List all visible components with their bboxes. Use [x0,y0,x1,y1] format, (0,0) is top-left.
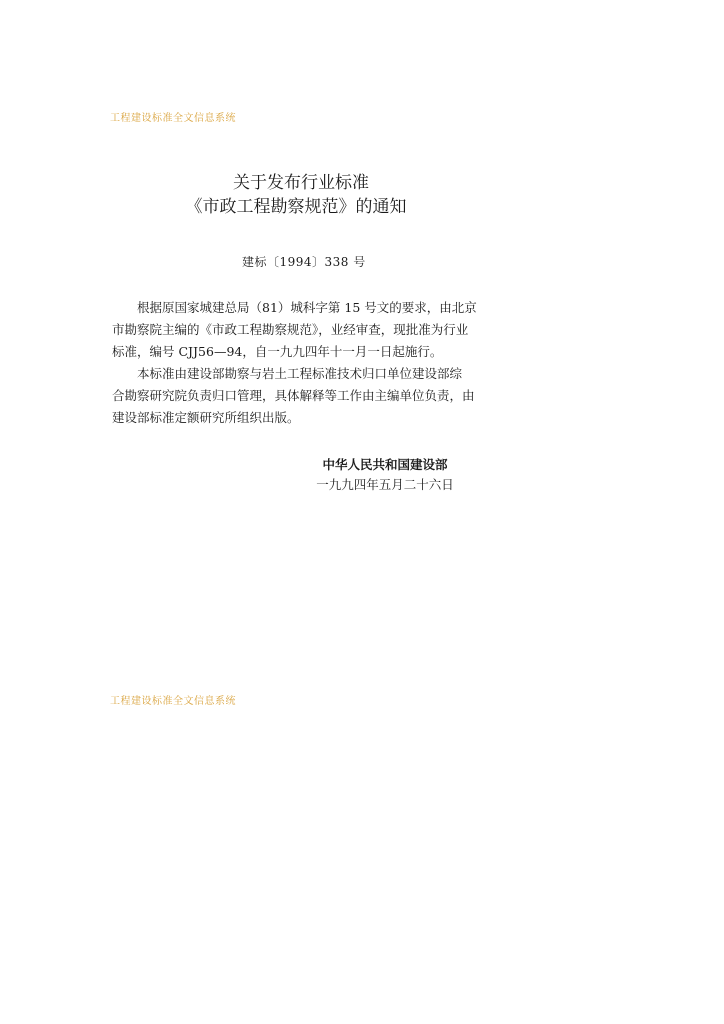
document-number: 建标〔1994〕338 号 [242,255,366,269]
watermark-top: 工程建设标准全文信息系统 [110,113,236,124]
document-title [110,171,482,219]
signature-block [310,455,460,495]
paragraph-2-line-2: 合勘察研究院负责归口管理，具体解释等工作由主编单位负责，由 [112,388,475,403]
paragraph-2-line-3: 建设部标准定额研究所组织出版。 [112,410,300,425]
title-line-1: 关于发布行业标准 [233,173,369,193]
issue-date: 一九九四年五月二十六日 [316,477,454,492]
notice-body [112,297,482,429]
paragraph-1-line-2: 市勘察院主编的《市政工程勘察规范》，业经审查，现批准为行业 [112,322,469,337]
paragraph-1-line-1: 根据原国家城建总局（81）城科字第 15 号文的要求，由北京 [137,300,477,315]
title-line-2: 《市政工程勘察规范》的通知 [185,197,407,217]
watermark-bottom: 工程建设标准全文信息系统 [110,696,236,707]
paragraph-1-line-3: 标准，编号 CJJ56—94，自一九九四年十一月一日起施行。 [112,344,443,359]
paragraph-1 [112,297,482,363]
issuing-organization: 中华人民共和国建设部 [322,457,448,472]
paragraph-2-line-1: 本标准由建设部勘察与岩土工程标准技术归口单位建设部综 [137,366,463,381]
paragraph-2 [112,363,482,429]
